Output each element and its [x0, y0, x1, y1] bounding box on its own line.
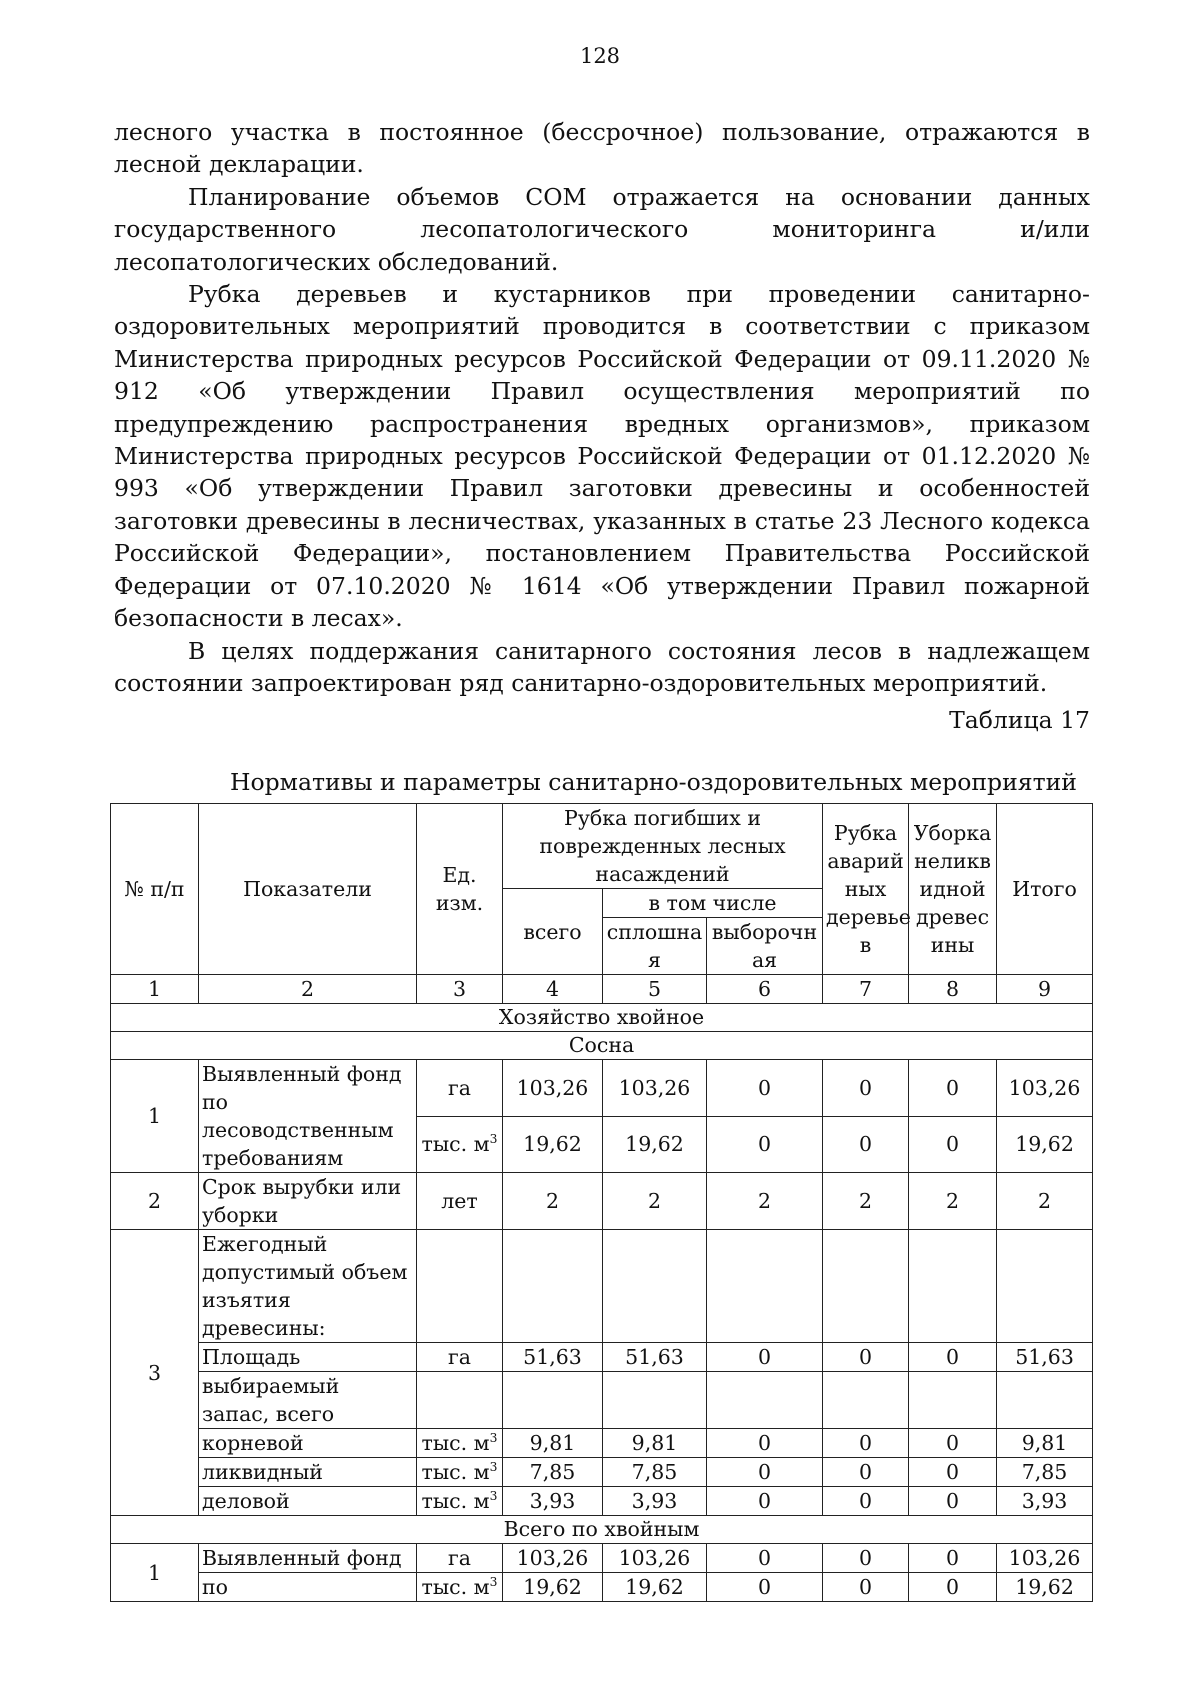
value-cell: 0 [909, 1343, 997, 1372]
row-label: по [199, 1573, 417, 1602]
value-cell: 0 [707, 1429, 823, 1458]
value-cell: 9,81 [503, 1429, 603, 1458]
value-cell: 0 [707, 1573, 823, 1602]
unit-text: тыс. м [421, 1460, 490, 1484]
page-number: 128 [579, 44, 621, 68]
value-cell: 0 [909, 1544, 997, 1573]
unit-cell [417, 1458, 503, 1487]
section-total-conifer: Всего по хвойным [111, 1516, 1093, 1544]
col-number: 3 [417, 975, 503, 1004]
value-cell: 9,81 [603, 1429, 707, 1458]
col-number: 6 [707, 975, 823, 1004]
value-cell: 103,26 [603, 1060, 707, 1117]
value-cell: 0 [823, 1116, 909, 1173]
section-farm: Хозяйство хвойное [111, 1004, 1093, 1032]
value-cell: 103,26 [503, 1060, 603, 1117]
column-numbers-row [111, 975, 1093, 1004]
header-felling: Рубка погибших и поврежденных лесных насаждений [503, 804, 823, 889]
row-num: 1 [111, 1544, 199, 1602]
value-cell: 0 [909, 1060, 997, 1117]
value-cell: 103,26 [503, 1544, 603, 1573]
unit-cell [417, 1116, 503, 1173]
value-cell: 0 [707, 1487, 823, 1516]
value-cell: 2 [909, 1173, 997, 1230]
value-cell: 2 [503, 1173, 603, 1230]
unit-exponent: 3 [489, 1460, 498, 1475]
unit-text: тыс. м [421, 1575, 490, 1599]
row-label: Выявленный фонд [199, 1544, 417, 1573]
table-row [111, 1429, 1093, 1458]
value-cell: 0 [823, 1573, 909, 1602]
value-cell: 9,81 [997, 1429, 1093, 1458]
value-cell: 0 [823, 1544, 909, 1573]
unit-cell [417, 1573, 503, 1602]
header-total: всего [503, 889, 603, 975]
table-row [111, 1343, 1093, 1372]
header-indicator: Показатели [199, 804, 417, 975]
header-unit: Ед. изм. [417, 804, 503, 975]
unit-exponent: 3 [489, 1132, 498, 1147]
value-cell: 3,93 [997, 1487, 1093, 1516]
value-cell: 0 [707, 1116, 823, 1173]
table-row [111, 1573, 1093, 1602]
value-cell: 0 [909, 1429, 997, 1458]
col-number: 9 [997, 975, 1093, 1004]
row-num: 3 [111, 1230, 199, 1516]
header-selective: выборочн ая [707, 918, 823, 975]
unit-text: тыс. м [421, 1489, 490, 1513]
value-cell: 0 [823, 1060, 909, 1117]
header-sum: Итого [997, 804, 1093, 975]
row-label: Площадь [199, 1343, 417, 1372]
header-emergency: Рубка аварий ных деревье в [823, 804, 909, 975]
value-cell: 19,62 [997, 1116, 1093, 1173]
col-number: 1 [111, 975, 199, 1004]
row-num: 1 [111, 1060, 199, 1173]
value-cell: 0 [823, 1343, 909, 1372]
value-cell: 0 [707, 1458, 823, 1487]
table-row [111, 1458, 1093, 1487]
value-cell: 103,26 [997, 1544, 1093, 1573]
table-row [111, 1173, 1093, 1230]
body-text [114, 116, 1090, 699]
col-number: 8 [909, 975, 997, 1004]
table-row [111, 1060, 1093, 1117]
value-cell: 7,85 [997, 1458, 1093, 1487]
value-cell: 0 [909, 1573, 997, 1602]
value-cell: 51,63 [603, 1343, 707, 1372]
unit-cell: га [417, 1343, 503, 1372]
unit-cell [417, 1429, 503, 1458]
unit-cell: га [417, 1544, 503, 1573]
value-cell: 0 [707, 1544, 823, 1573]
section-species: Сосна [111, 1032, 1093, 1060]
value-cell: 0 [823, 1487, 909, 1516]
unit-exponent: 3 [489, 1431, 498, 1446]
value-cell: 19,62 [997, 1573, 1093, 1602]
header-cleanup: Уборка неликв идной древес ины [909, 804, 997, 975]
col-number: 7 [823, 975, 909, 1004]
col-number: 2 [199, 975, 417, 1004]
norms-table [110, 803, 1093, 1602]
value-cell: 103,26 [997, 1060, 1093, 1117]
row-label: Срок вырубки или уборки [199, 1173, 417, 1230]
value-cell: 51,63 [997, 1343, 1093, 1372]
value-cell: 2 [603, 1173, 707, 1230]
value-cell: 3,93 [503, 1487, 603, 1516]
row-num: 2 [111, 1173, 199, 1230]
header-including: в том числе [603, 889, 823, 918]
table-title: Нормативы и параметры санитарно-оздоровительных мероприятий [230, 768, 1077, 796]
value-cell: 0 [707, 1060, 823, 1117]
unit-exponent: 3 [489, 1575, 498, 1590]
value-cell: 2 [707, 1173, 823, 1230]
table-row [111, 1544, 1093, 1573]
row-label: Выявленный фонд по лесоводственным требованиям [199, 1060, 417, 1173]
value-cell: 0 [823, 1458, 909, 1487]
value-cell: 7,85 [603, 1458, 707, 1487]
row-label: деловой [199, 1487, 417, 1516]
paragraph: лесного участка в постоянное (бессрочное) пользование, отражаются в лесной декларации. [114, 118, 1090, 179]
col-number: 5 [603, 975, 707, 1004]
paragraph: В целях поддержания санитарного состояния лесов в надлежащем состоянии запроектирован ряд санитарно-оздоровительных мероприятий. [114, 636, 1090, 697]
table-label: Таблица 17 [949, 706, 1090, 734]
header-num: № п/п [111, 804, 199, 975]
paragraph: Рубка деревьев и кустарников при проведении санитарно-оздоровительных мероприятий проводится в соответствии с приказом Министерства природных ресурсов Российской Федерации от 09.11.2020 № 912 «Об утверждении Правил осуществления мероприятий по предупреждению распространения вредных организмов», приказом Министерства природных ресурсов Российской Федерации от 01.12.2020 № 993 «Об утверждении Правил заготовки древесины и особенностей заготовки древесины в лесничествах, указанных в статье 23 Лесного кодекса Российской Федерации», постановлением Правительства Российской Федерации от 07.10.2020 № 1614 «Об утверждении Правил пожарной безопасности в лесах». [114, 280, 1090, 633]
value-cell: 7,85 [503, 1458, 603, 1487]
row-label: Ежегодный допустимый объем изъятия древесины: [199, 1230, 417, 1343]
value-cell: 103,26 [603, 1544, 707, 1573]
value-cell: 51,63 [503, 1343, 603, 1372]
unit-text: тыс. м [421, 1132, 490, 1157]
value-cell: 2 [823, 1173, 909, 1230]
value-cell: 19,62 [603, 1116, 707, 1173]
row-label: корневой [199, 1429, 417, 1458]
value-cell: 0 [707, 1343, 823, 1372]
paragraph: Планирование объемов СОМ отражается на основании данных государственного лесопатологического мониторинга и/или лесопатологических обследований. [114, 182, 1090, 276]
unit-text: тыс. м [421, 1431, 490, 1455]
value-cell: 0 [909, 1116, 997, 1173]
table-row [111, 1487, 1093, 1516]
header-clear: сплошна я [603, 918, 707, 975]
table-row [111, 1372, 1093, 1429]
value-cell: 0 [909, 1458, 997, 1487]
table-row [111, 1230, 1093, 1343]
col-number: 4 [503, 975, 603, 1004]
value-cell: 0 [823, 1429, 909, 1458]
value-cell: 2 [997, 1173, 1093, 1230]
unit-exponent: 3 [489, 1489, 498, 1504]
unit-cell [417, 1487, 503, 1516]
row-label: ликвидный [199, 1458, 417, 1487]
unit-cell: га [417, 1060, 503, 1117]
value-cell: 19,62 [503, 1573, 603, 1602]
value-cell: 0 [909, 1487, 997, 1516]
value-cell: 19,62 [603, 1573, 707, 1602]
row-label: выбираемый запас, всего [199, 1372, 417, 1429]
value-cell: 3,93 [603, 1487, 707, 1516]
value-cell: 19,62 [503, 1116, 603, 1173]
unit-cell: лет [417, 1173, 503, 1230]
